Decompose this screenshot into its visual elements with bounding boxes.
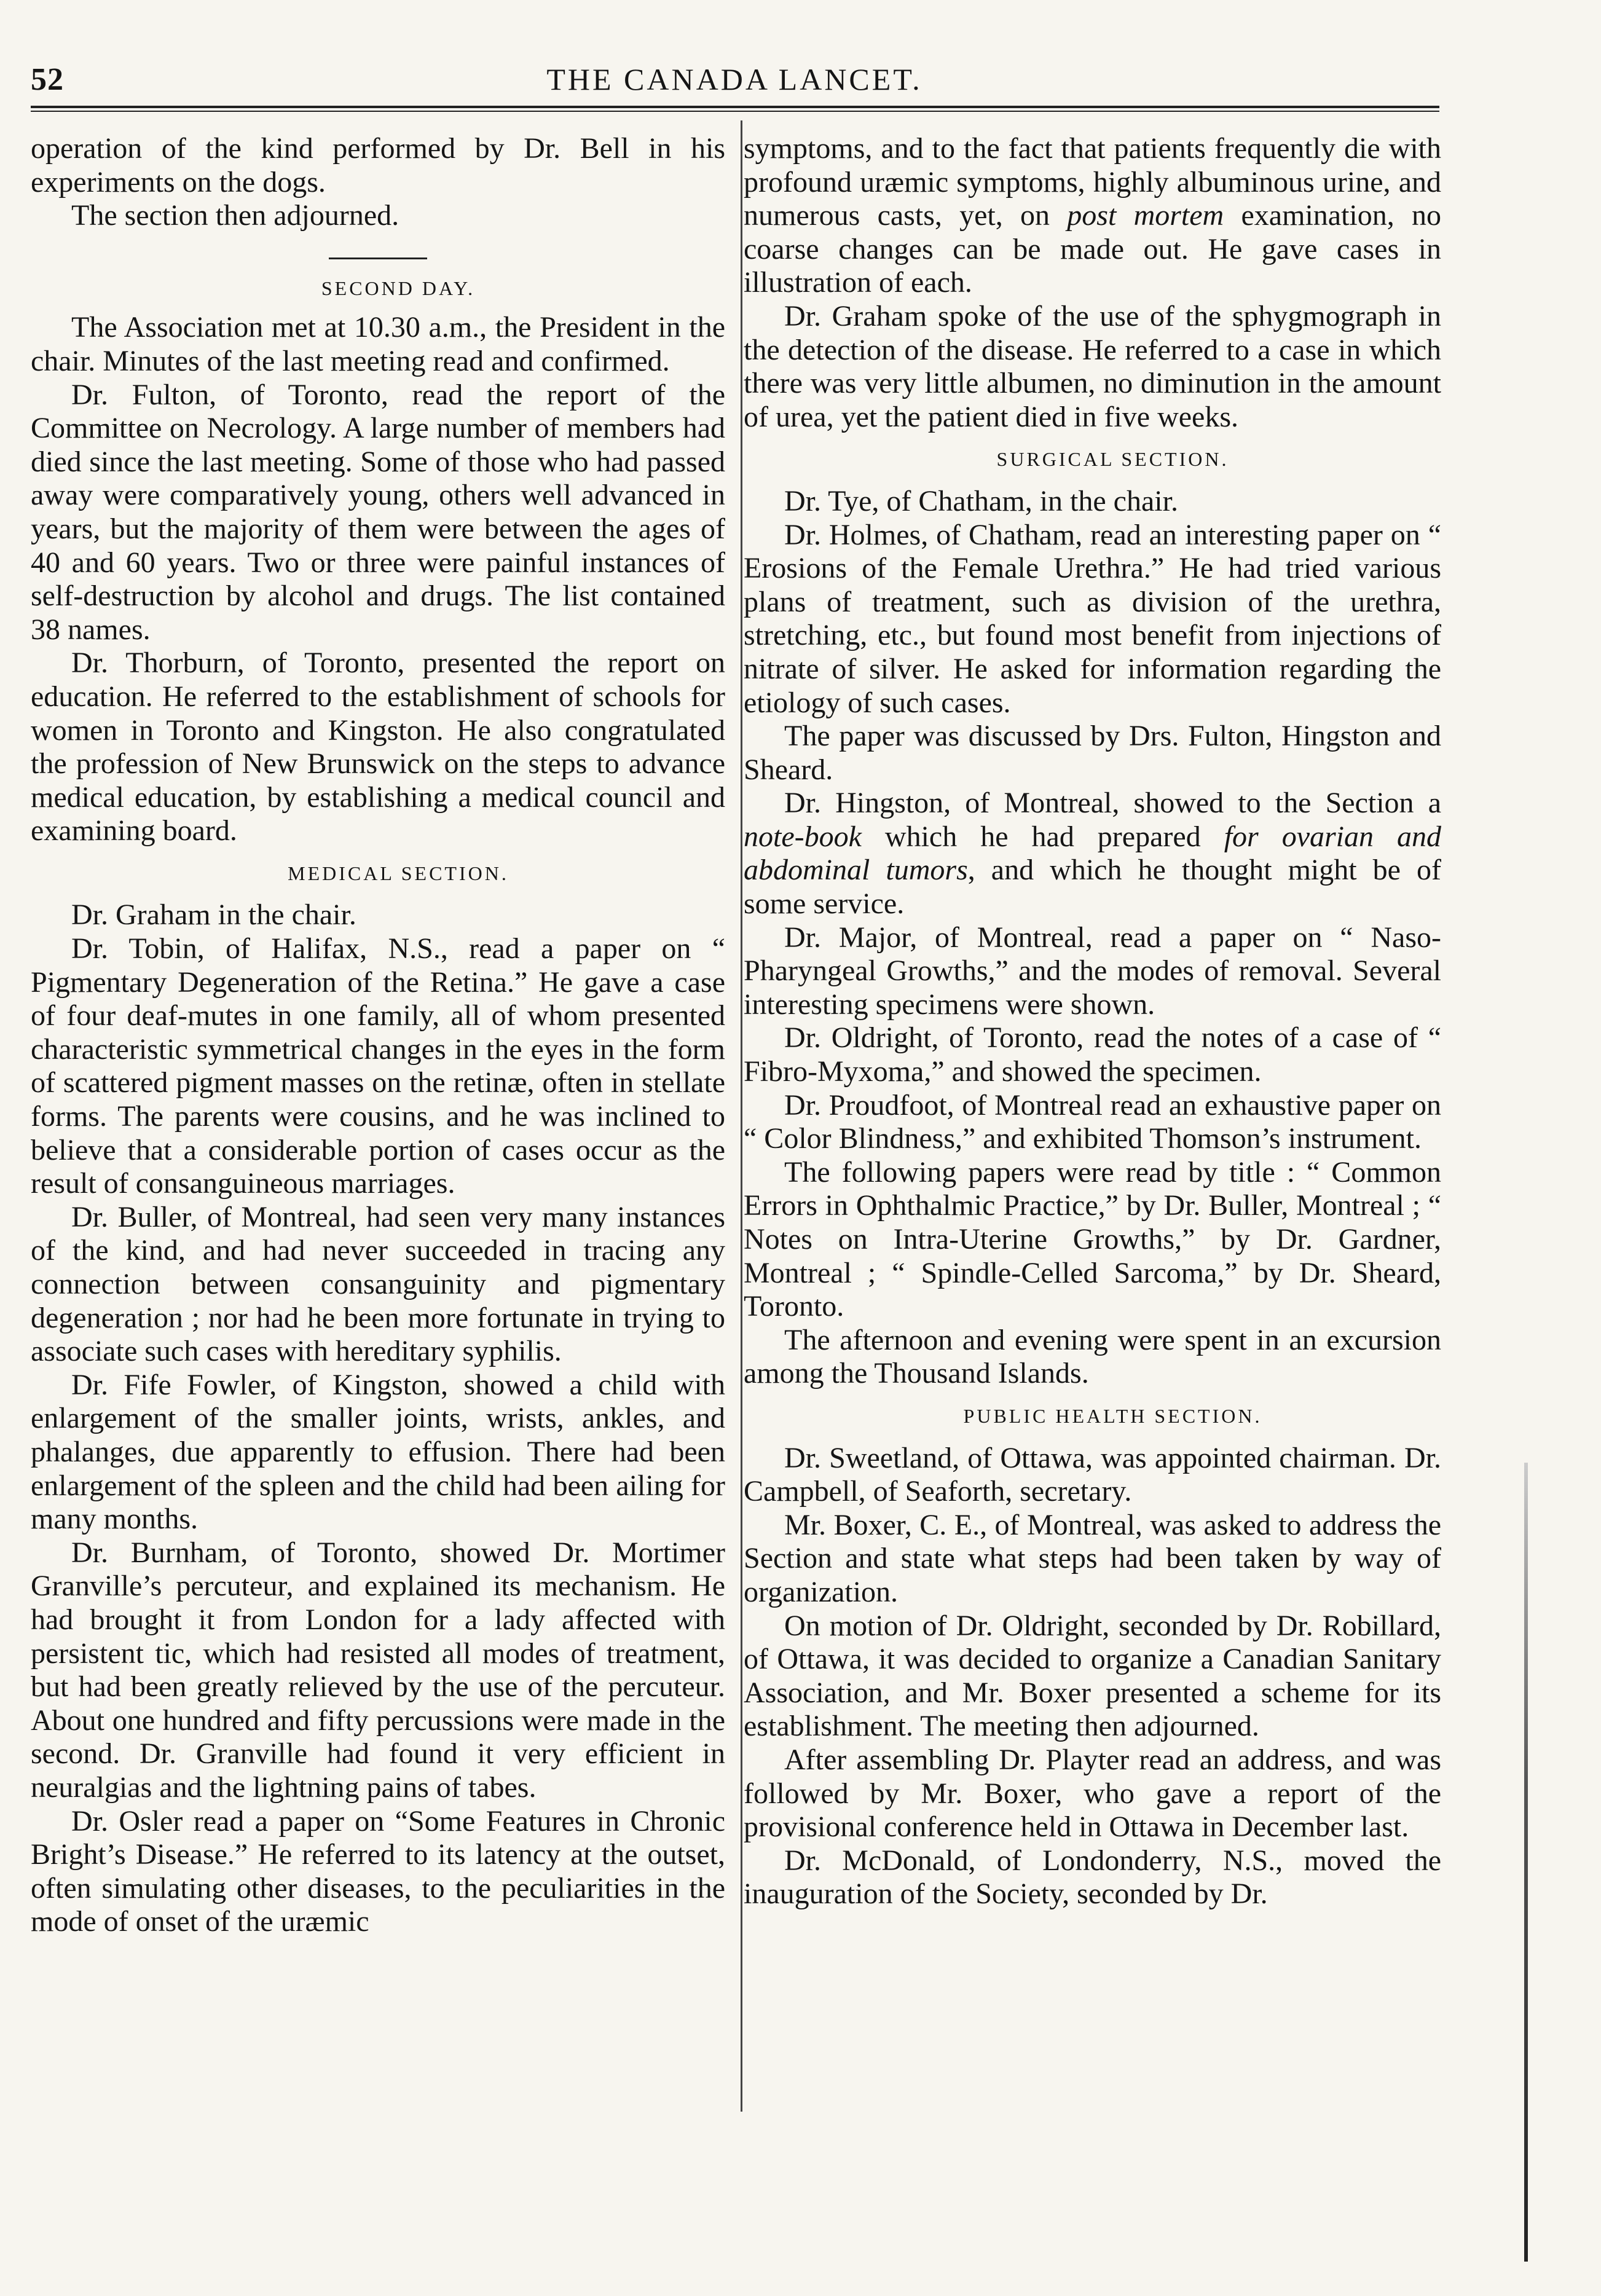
paragraph: Dr. Graham spoke of the use of the sphygmograph in the detection of the disease. He referred to a case in which there was very little albumen, no diminution in the amount of urea, yet the patient died in five weeks. xyxy=(744,299,1441,433)
paragraph: The following papers were read by title : “ Common Errors in Ophthalmic Practice,” by Dr. Buller, Montreal ; “ Notes on Intra-Uterine Growths,” by Dr. Gardner, Montreal ; “ Spindle-Celled Sarcoma,” by Dr. Sheard, Toronto. xyxy=(744,1155,1441,1323)
section-heading-surgical: SURGICAL SECTION. xyxy=(996,448,1229,471)
section-heading-medical: MEDICAL SECTION. xyxy=(288,862,509,884)
paragraph: On motion of Dr. Oldright, seconded by Dr. Robillard, of Ottawa, it was decided to organize a Canadian Sanitary Association, and Mr. Boxer presented a scheme for its establishment. The meeting then adjourned. xyxy=(744,1609,1441,1743)
paragraph: Dr. Oldright, of Toronto, read the notes of a case of “ Fibro-Myxoma,” and showed the specimen. xyxy=(744,1021,1441,1088)
paragraph: Dr. Major, of Montreal, read a paper on “ Naso-Pharyngeal Growths,” and the modes of removal. Several interesting specimens were shown. xyxy=(744,921,1441,1021)
italic-text: for ovarian and abdominal tumors xyxy=(744,820,1442,887)
paragraph: After assembling Dr. Playter read an address, and was followed by Mr. Boxer, who gave a report of the provisional conference held in Ottawa in December last. xyxy=(744,1743,1441,1844)
paragraph: Dr. Buller, of Montreal, had seen very many instances of the kind, and had never succeeded in tracing any connection between consanguinity and pigmentary degeneration ; nor had he been more fortunate in trying to associate such cases with hereditary syphilis. xyxy=(31,1200,725,1368)
paragraph: Dr. Sweetland, of Ottawa, was appointed chairman. Dr. Campbell, of Seaforth, secretary. xyxy=(744,1441,1441,1508)
section-heading-second-day: SECOND DAY. xyxy=(321,277,476,299)
paragraph: Dr. Fife Fowler, of Kingston, showed a child with enlargement of the smaller joints, wrists, ankles, and phalanges, due apparently to effusion. There had been enlargement of the spleen and the child had been ailing for many months. xyxy=(31,1368,725,1536)
section-divider xyxy=(329,258,427,259)
text-run: symptoms, and to the fact that patients frequently die with profound uræmic symptoms, highly albuminous urine, and numerous casts, yet, on xyxy=(744,132,1441,232)
right-column xyxy=(744,132,1441,1911)
italic-text: note-book xyxy=(744,820,862,853)
paragraph: Dr. Graham in the chair. xyxy=(71,898,356,932)
text-run: examination, no coarse changes can be made out. He gave cases in illustration of each. xyxy=(744,199,1442,299)
paragraph: Dr. Proudfoot, of Montreal read an exhaustive paper on “ Color Blindness,” and exhibited Thomson’s instrument. xyxy=(744,1088,1441,1155)
column-divider xyxy=(741,120,742,2112)
left-column xyxy=(31,132,725,1939)
paragraph: Dr. McDonald, of Londonderry, N.S., moved the inauguration of the Society, seconded by Dr. xyxy=(744,1844,1441,1911)
paragraph: operation of the kind performed by Dr. Bell in his experiments on the dogs. xyxy=(31,132,725,199)
paragraph: Dr. Tobin, of Halifax, N.S., read a paper on “ Pigmentary Degeneration of the Retina.” He gave a case of four deaf-mutes in one family, all of whom presented characteristic symmetrical changes in the eyes in the form of scattered pigment masses on the retinæ, often in stellate forms. The parents were cousins, and he was inclined to believe that a considerable portion of cases occur as the result of consanguineous marriages. xyxy=(31,932,725,1200)
paragraph xyxy=(744,132,1441,300)
paragraph: Dr. Tye, of Chatham, in the chair. xyxy=(784,484,1178,517)
text-run: which he had prepared xyxy=(861,820,1224,853)
page-edge-shadow xyxy=(1524,1463,1528,2262)
running-title: THE CANADA LANCET. xyxy=(546,62,922,96)
paragraph: Dr. Osler read a paper on “Some Features in Chronic Bright’s Disease.” He referred to its latency at the outset, often simulating other diseases, to the peculiarities in the mode of onset of the uræmic xyxy=(31,1804,725,1938)
paragraph: Dr. Fulton, of Toronto, read the report of the Committee on Necrology. A large number of members had died since the last meeting. Some of those who had passed away were comparatively young, others well advanced in years, but the majority of them were between the ages of 40 and 60 years. Two or three were painful instances of self-destruction by alcohol and drugs. The list contained 38 names. xyxy=(31,378,725,646)
section-heading-public-health: PUBLIC HEALTH SECTION. xyxy=(963,1404,1262,1427)
header-rule xyxy=(31,106,1439,112)
paragraph: The afternoon and evening were spent in an excursion among the Thousand Islands. xyxy=(744,1323,1441,1390)
paragraph: The section then adjourned. xyxy=(71,199,399,232)
text-run: Dr. Hingston, of Montreal, showed to the Section a xyxy=(784,787,1441,820)
page-header xyxy=(31,61,1438,104)
paragraph: The paper was discussed by Drs. Fulton, Hingston and Sheard. xyxy=(744,720,1441,786)
text-run: , and which he thought might be of some service. xyxy=(744,854,1441,921)
paragraph: Dr. Burnham, of Toronto, showed Dr. Mortimer Granville’s percuteur, and explained its mechanism. He had brought it from London for a lady affected with persistent tic, which had resisted all modes of treatment, but had been greatly relieved by the use of the percuteur. About one hundred and fifty percussions were made in the second. Dr. Granville had found it very efficient in neuralgias and the lightning pains of tabes. xyxy=(31,1536,725,1804)
page-number: 52 xyxy=(31,62,64,97)
paragraph: Dr. Thorburn, of Toronto, presented the report on education. He referred to the establishment of schools for women in Toronto and Kingston. He also congratulated the profession of New Brunswick on the steps to advance medical education, by establishing a medical council and examining board. xyxy=(31,647,725,847)
paragraph: The Association met at 10.30 a.m., the President in the chair. Minutes of the last meeting read and confirmed. xyxy=(31,311,725,377)
paragraph: Dr. Holmes, of Chatham, read an interesting paper on “ Erosions of the Female Urethra.” He had tried various plans of treatment, such as division of the urethra, stretching, etc., but found most benefit from injections of nitrate of silver. He asked for information regarding the etiology of such cases. xyxy=(744,518,1441,719)
italic-text: post mortem xyxy=(1067,199,1224,232)
paragraph xyxy=(744,787,1441,921)
paragraph: Mr. Boxer, C. E., of Montreal, was asked to address the Section and state what steps had been taken by way of organization. xyxy=(744,1508,1441,1608)
